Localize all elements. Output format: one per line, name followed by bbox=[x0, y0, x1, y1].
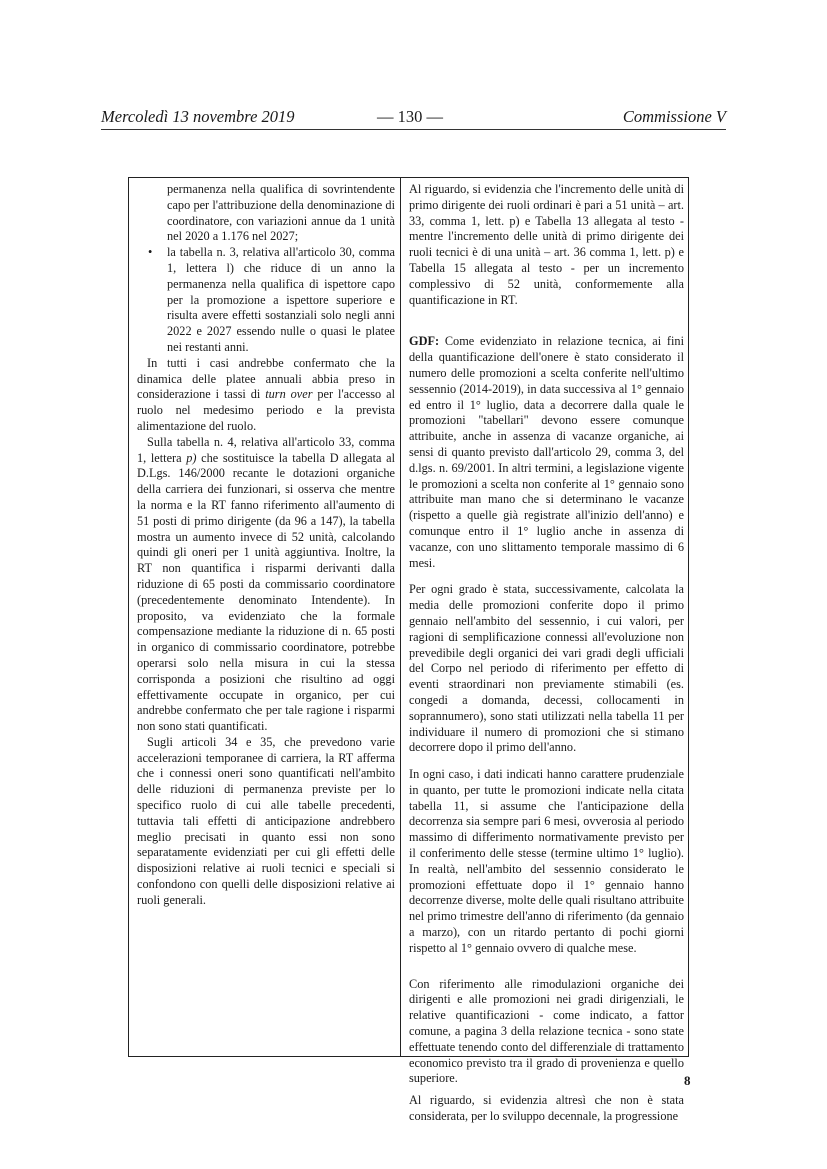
right-paragraph-5: Con riferimento alle rimodulazioni organiche dei dirigenti e alle promozioni nei gradi dirigenziali, le relative quantificazioni - come indicato, a fattor comune, a pagina 3 della relazione tecnica - sono state effettuate tenendo conto del differenziale di trattamento economico previsto tra il grado di provenienza e quello superiore. bbox=[409, 976, 684, 1086]
right-paragraph-4: In ogni caso, i dati indicati hanno carattere prudenziale in quanto, per tutte le promozioni indicate nella citata tabella 11, si assume che l'anticipazione della decorrenza sia sempre pari 6 mesi, ovverosia al periodo massimo di differimento normativamente previsto per il conferimento delle stesse (termine ultimo 1° luglio). In realtà, nell'ambito del sessennio considerato le promozioni effettuate dopo il 1° gennaio hanno decorrenze diverse, molte delle quali risultano attribuite nel primo trimestre dell'anno di riferimento (da gennaio a marzo), con un ritardo pertanto di pochi giorni rispetto al 1° gennaio ovvero di qualche mese. bbox=[409, 767, 684, 955]
left-p2-text: Sulla tabella n. 4, relativa all'articolo 33, comma 1, lettera bbox=[137, 434, 395, 465]
left-p1-text-end: per l'accesso al ruolo nel medesimo periodo e la prevista alimentazione del ruolo. bbox=[137, 387, 395, 433]
left-column bbox=[137, 182, 395, 909]
header-rule bbox=[101, 129, 726, 130]
right-paragraph-6: Al riguardo, si evidenzia altresì che non è stata considerata, per lo sviluppo decennale, la progressione bbox=[409, 1093, 684, 1124]
right-column bbox=[409, 182, 684, 1125]
right-p2-text: Come evidenziato in relazione tecnica, ai fini della quantificazione dell'onere è stato considerato il numero delle promozioni a scelta conferite nell'ultimo sessennio (2014-2019), in data successiva al 1° gennaio ed entro il 1° luglio, data a decorrere dalla quale le promozioni "tabellari" devono essere comunque attribuite, anche in assenza di vacanze organiche, ai sensi di quanto previsto dall'articolo 29, comma 3, del d.lgs. n. 69/2001. In altri termini, a legislazione vigente le promozioni a scelta non conferite al 1° gennaio sono attribuite man mano che si determinano le vacanze (rispetto a quelle già registrate all'inizio dell'anno) e comunque entro il 1° luglio anche in assenza di vacanze, con uno slittamento temporale massimo di 6 mesi. bbox=[409, 334, 684, 570]
left-paragraph-1 bbox=[137, 356, 395, 435]
right-paragraph-1: Al riguardo, si evidenzia che l'incremento delle unità di primo dirigente dei ruoli ordinari è pari a 51 unità – art. 33, comma 1, lett. p) e Tabella 13 allegata al testo - mentre l'incremento delle unità di primo dirigente dei ruoli tecnici è di una unità – art. 36 comma 1, lett. p) e Tabella 15 allegata al testo - per un incremento complessivo di 52 unità, conformemente alla quantificazione in RT. bbox=[409, 182, 684, 307]
left-continuation: permanenza nella qualifica di sovrintendente capo per l'attribuzione della denominazione di coordinatore, con variazioni annue da 1 unità nel 2020 a 1.176 nel 2027; bbox=[167, 182, 395, 244]
bullet-marker: • bbox=[148, 245, 153, 260]
left-bullet-text: la tabella n. 3, relativa all'articolo 30, comma 1, lettera l) che riduce di un anno la permanenza nella qualifica di ispettore capo per la promozione a ispettore superiore e risulta avere effetti sostanziali solo negli anni 2022 e 2027 essendo nulle o quasi le platee nei restanti anni. bbox=[167, 245, 395, 354]
left-p1-emphasis: turn over bbox=[265, 387, 313, 402]
header-date: Mercoledì 13 novembre 2019 bbox=[101, 107, 295, 126]
header-commission: Commissione V bbox=[622, 107, 726, 126]
left-p2-emphasis: p) bbox=[186, 450, 197, 465]
gdf-label: GDF: bbox=[409, 334, 440, 349]
left-bullet-item bbox=[137, 245, 395, 356]
left-paragraph-3: Sugli articoli 34 e 35, che prevedono varie accelerazioni temporanee di carriera, la RT afferma che i connessi oneri sono quantificati nell'ambito delle riduzioni di permanenza previste per lo specifico ruolo di cui alle tabelle precedenti, tuttavia tali effetti di anticipazione andrebbero meglio precisati in quanto essi non sono separatamente evidenziati per cui gli effetti delle disposizioni relative ai ruoli tecnici e speciali si confondono con quelli delle disposizioni relative ai ruoli generali. bbox=[137, 734, 395, 907]
column-divider bbox=[400, 177, 401, 1057]
footer-page-number: 8 bbox=[684, 1073, 691, 1088]
right-paragraph-2 bbox=[409, 334, 684, 571]
left-p1-text: In tutti i casi andrebbe confermato che la dinamica delle platee annuali abbia preso in considerazione i tassi di bbox=[137, 355, 395, 402]
right-paragraph-3: Per ogni grado è stata, successivamente, calcolata la media delle promozioni conferite dopo il primo gennaio nell'ambito del sessennio, i cui valori, per ragioni di semplificazione connessi all'evoluzione non prevedibile degli organici dei vari gradi degli ufficiali del Corpo nel periodo di riferimento per effetto di eventi straordinari non previamente stimabili (es. congedi a domanda, decessi, collocamenti in soprannumero), sono stati utilizzati nella tabella 11 per individuare il numero di promozioni che si stimano decorrere dopo il primo dell'anno. bbox=[409, 582, 684, 755]
header-page-number: — 130 — bbox=[377, 107, 443, 126]
left-p2-text-end: che sostituisce la tabella D allegata al D.Lgs. 146/2000 recante le dotazioni organiche della carriera dei funzionari, si osserva che mentre la norma e la RT fanno riferimento all'aumento di 51 posti di primo dirigente (da 96 a 147), la tabella mostra un aumento invece di 52 unità, calcolando quindi gli oneri per 1 unità aggiuntiva. Inoltre, la RT non quantifica i risparmi derivanti dalla riduzione di 65 posti da commissario coordinatore (precedentemente denominato Intendente). In proposito, va evidenziato che la formale compensazione mediante la riduzione di n. 65 posti in organico di commissario coordinatore, potrebbe operarsi solo nella misura in cui la stessa corrisponda a posizioni che risultino ad oggi effettivamente occupate in organico, per cui andrebbe confermato che per tale ragione i risparmi non sono stati quantificati. bbox=[137, 450, 395, 734]
left-paragraph-2 bbox=[137, 435, 395, 735]
